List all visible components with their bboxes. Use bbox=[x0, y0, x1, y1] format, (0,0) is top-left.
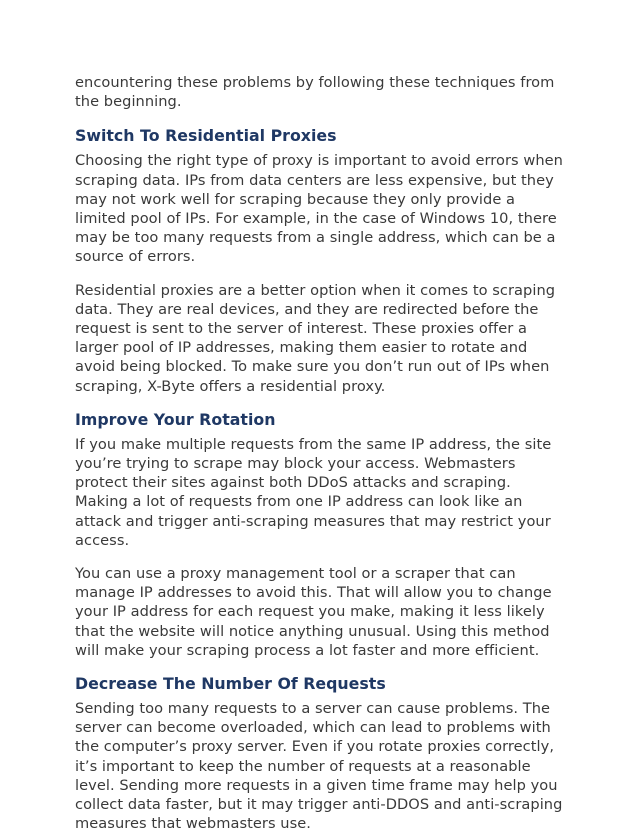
section-paragraph: If you make multiple requests from the same IP address, the site you’re trying to scrape may block your access. Webmasters protect their sites against both DDoS attacks and scraping. Making a lot of requests from one IP address can look like an attack and trigger anti-scraping measures that may restrict your access. bbox=[75, 435, 552, 549]
section-heading-residential-proxies: Switch To Residential Proxies bbox=[75, 126, 337, 146]
section-heading-decrease-requests: Decrease The Number Of Requests bbox=[75, 674, 386, 694]
section-paragraph: Residential proxies are a better option when it comes to scraping data. They are real devices, and they are redirected before the request is sent to the server of interest. These proxies offer a larger pool of IP addresses, making them easier to rotate and avoid being blocked. To make sure you don’t run out of IPs when scraping, X-Byte offers a residential proxy. bbox=[75, 281, 556, 395]
section-paragraph: Sending too many requests to a server can cause problems. The server can become overloaded, which can lead to problems with the computer’s proxy server. Even if you rotate proxies correctly, it’s important to keep the number of requests at a reasonable level. Sending more requests in a given time frame may help you collect data faster, but it may trigger anti-DDOS and anti-scraping measures that webmasters use. bbox=[75, 700, 563, 833]
intro-paragraph: encountering these problems by following these techniques from the beginning. bbox=[75, 74, 555, 111]
section-paragraph: Choosing the right type of proxy is important to avoid errors when scraping data. IPs from data centers are less expensive, but they may not work well for scraping because they only provide a limited pool of IPs. For example, in the case of Windows 10, there may be too many requests from a single address, which can be a source of errors. bbox=[75, 152, 563, 266]
section-heading-improve-rotation: Improve Your Rotation bbox=[75, 409, 276, 429]
section-paragraph: You can use a proxy management tool or a scraper that can manage IP addresses to avoid this. That will allow you to change your IP address for each request you make, making it less likely that the website will notice anything unusual. Using this method will make your scraping process a lot faster and more efficient. bbox=[75, 565, 552, 659]
